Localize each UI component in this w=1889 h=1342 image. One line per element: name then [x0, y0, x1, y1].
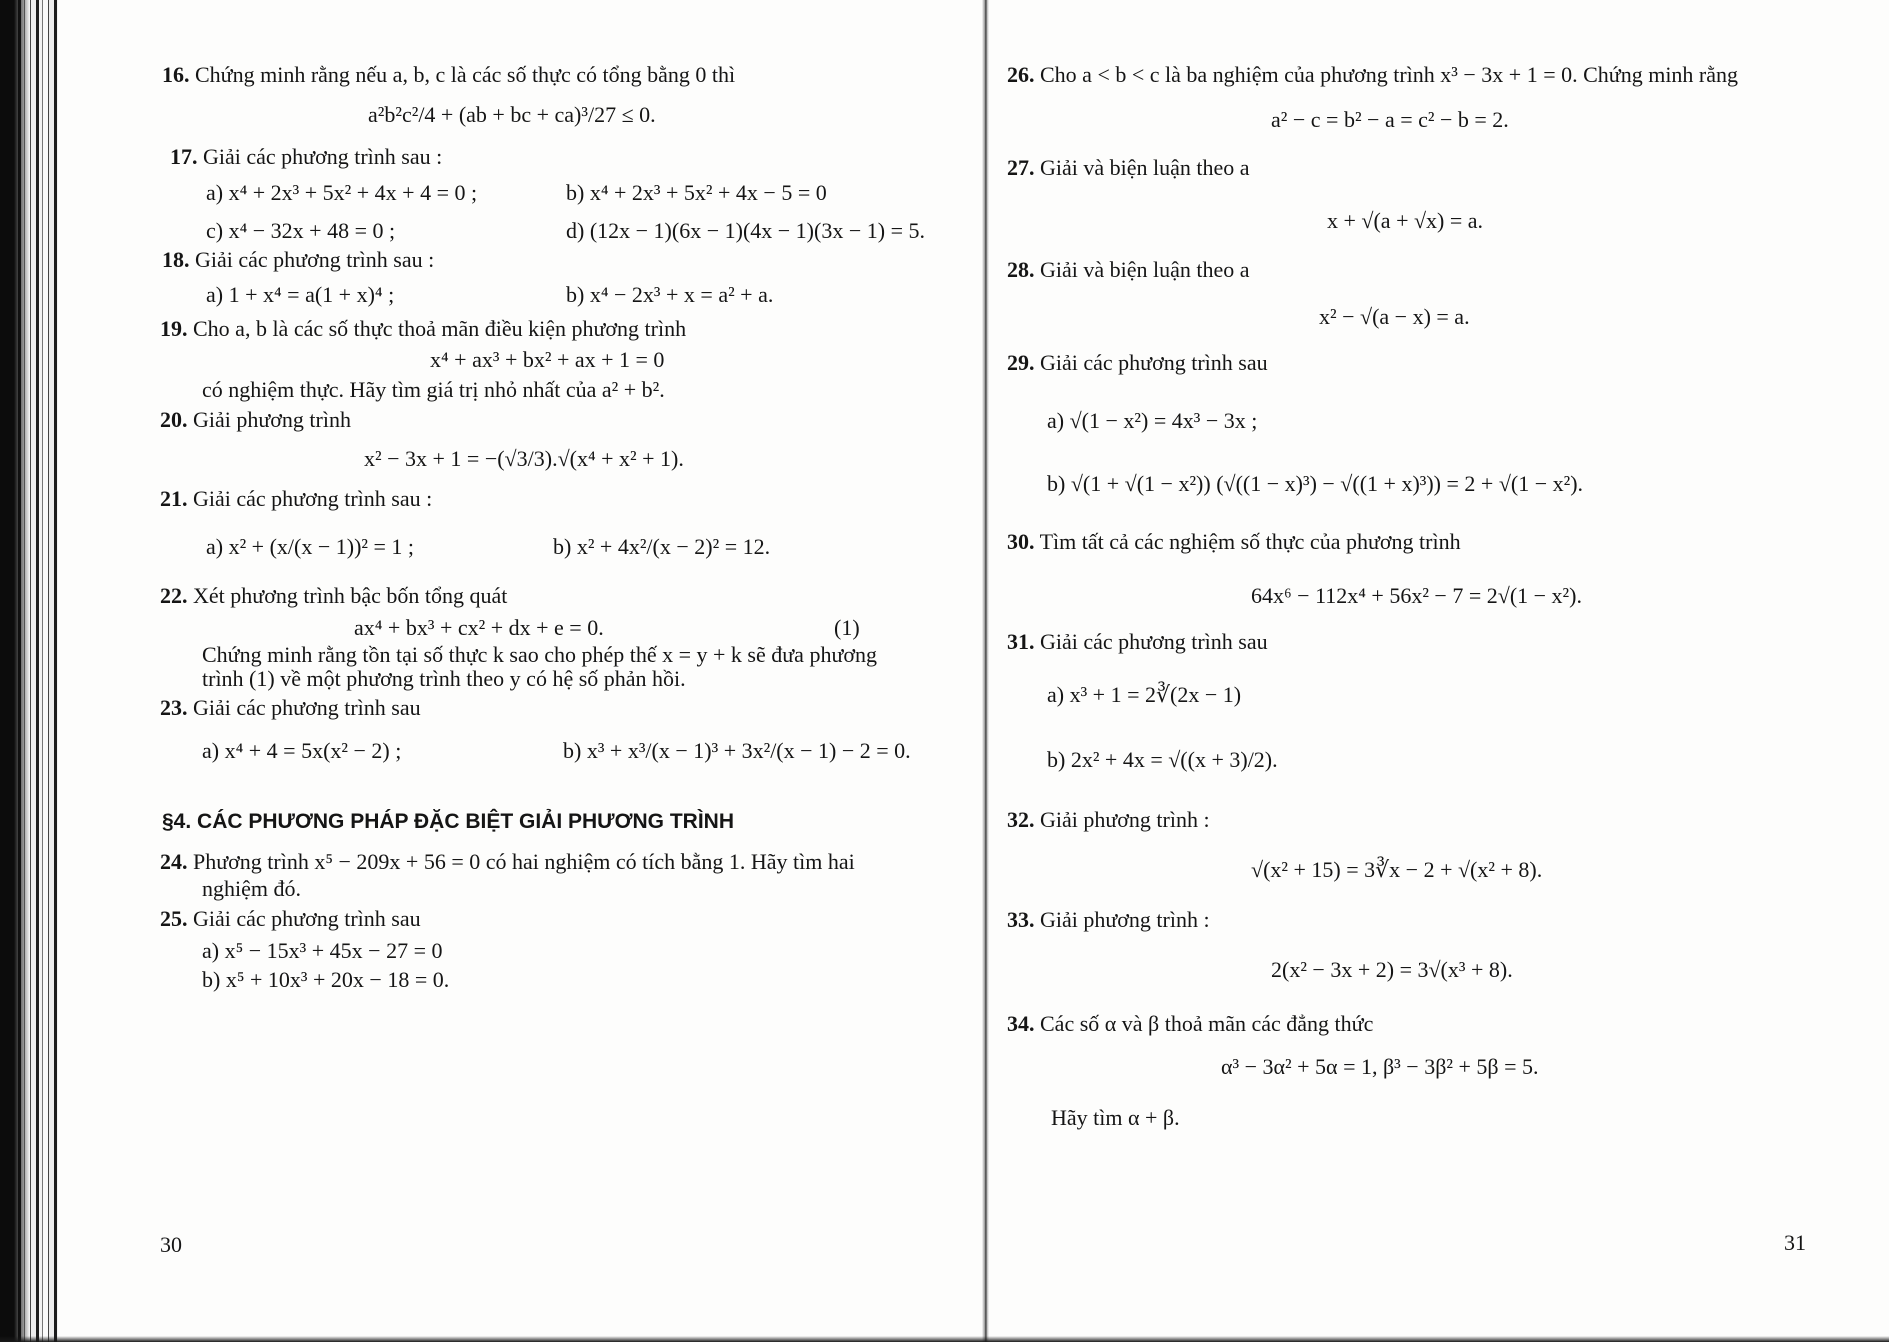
problem-30-statement: 30. Tìm tất cả các nghiệm số thực của phương trình [1007, 529, 1461, 554]
problem-23-statement: 23. Giải các phương trình sau [160, 695, 421, 720]
problem-29b: b) √(1 + √(1 − x²)) (√((1 − x)³) − √((1 + x)³)) = 2 + √(1 − x²). [1047, 471, 1584, 496]
problem-28-equation: x² − √(a − x) = a. [1319, 304, 1470, 329]
problem-34-question: Hãy tìm α + β. [1051, 1105, 1180, 1130]
problem-17a: a) x⁴ + 2x³ + 5x² + 4x + 4 = 0 ; [206, 180, 478, 205]
problem-18b: b) x⁴ − 2x³ + x = a² + a. [566, 282, 774, 307]
problem-32-equation: √(x² + 15) = 3∛x − 2 + √(x² + 8). [1251, 857, 1543, 882]
problem-17-statement: 17. Giải các phương trình sau : [170, 144, 443, 169]
problem-27-equation: x + √(a + √x) = a. [1327, 208, 1484, 233]
problem-33-statement: 33. Giải phương trình : [1007, 907, 1210, 932]
problem-23a: a) x⁴ + 4 = 5x(x² − 2) ; [202, 738, 402, 763]
problem-20-equation: x² − 3x + 1 = −(√3/3).√(x⁴ + x² + 1). [364, 446, 684, 471]
problem-17b: b) x⁴ + 2x³ + 5x² + 4x − 5 = 0 [566, 180, 827, 205]
problem-29-statement: 29. Giải các phương trình sau [1007, 350, 1268, 375]
problem-16-inequality: a²b²c²/4 + (ab + bc + ca)³/27 ≤ 0. [368, 102, 656, 127]
problem-33-equation: 2(x² − 3x + 2) = 3√(x³ + 8). [1271, 957, 1513, 982]
problem-31-statement: 31. Giải các phương trình sau [1007, 629, 1268, 654]
right-page [989, 0, 1889, 1342]
section-heading: §4. CÁC PHƯƠNG PHÁP ĐẶC BIỆT GIẢI PHƯƠNG TRÌNH [162, 810, 735, 833]
page-number-right: 31 [1784, 1230, 1806, 1255]
problem-29a: a) √(1 − x²) = 4x³ − 3x ; [1047, 408, 1258, 433]
problem-21b: b) x² + 4x²/(x − 2)² = 12. [553, 534, 771, 559]
problem-25a: a) x⁵ − 15x³ + 45x − 27 = 0 [202, 938, 443, 963]
equation-label-1: (1) [834, 615, 860, 640]
problem-16-statement: 16. Chứng minh rằng nếu a, b, c là các số thực có tổng bằng 0 thì [162, 62, 736, 87]
problem-17d: d) (12x − 1)(6x − 1)(4x − 1)(3x − 1) = 5. [566, 218, 925, 243]
problem-21-statement: 21. Giải các phương trình sau : [160, 486, 433, 511]
problem-26-statement: 26. Cho a < b < c là ba nghiệm của phương trình x³ − 3x + 1 = 0. Chứng minh rằng [1007, 62, 1739, 87]
problem-34-equations: α³ − 3α² + 5α = 1, β³ − 3β² + 5β = 5. [1221, 1054, 1539, 1079]
problem-22-equation: ax⁴ + bx³ + cx² + dx + e = 0. [354, 615, 604, 640]
page-gutter [982, 0, 989, 1342]
problem-17c: c) x⁴ − 32x + 48 = 0 ; [206, 218, 396, 243]
problem-34-statement: 34. Các số α và β thoả mãn các đẳng thức [1007, 1011, 1374, 1036]
page-number-left: 30 [160, 1232, 182, 1257]
book-binding-edge [0, 0, 58, 1342]
problem-19-question: có nghiệm thực. Hãy tìm giá trị nhỏ nhất của a² + b². [202, 377, 665, 402]
problem-22-body-line-1: Chứng minh rằng tồn tại số thực k sao cho phép thế x = y + k sẽ đưa phương [202, 642, 877, 667]
problem-32-statement: 32. Giải phương trình : [1007, 807, 1210, 832]
problem-25b: b) x⁵ + 10x³ + 20x − 18 = 0. [202, 967, 450, 992]
problem-18a: a) 1 + x⁴ = a(1 + x)⁴ ; [206, 282, 395, 307]
problem-24-statement: 24. Phương trình x⁵ − 209x + 56 = 0 có hai nghiệm có tích bằng 1. Hãy tìm hai [160, 849, 855, 874]
problem-22-statement: 22. Xét phương trình bậc bốn tổng quát [160, 583, 508, 608]
problem-27-statement: 27. Giải và biện luận theo a [1007, 155, 1250, 180]
problem-31a: a) x³ + 1 = 2∛(2x − 1) [1047, 682, 1242, 707]
problem-18-statement: 18. Giải các phương trình sau : [162, 247, 435, 272]
problem-21a: a) x² + (x/(x − 1))² = 1 ; [206, 534, 415, 559]
problem-23b: b) x³ + x³/(x − 1)³ + 3x²/(x − 1) − 2 = 0. [563, 738, 911, 763]
problem-19-statement: 19. Cho a, b là các số thực thoả mãn điều kiện phương trình [160, 316, 687, 341]
problem-31b: b) 2x² + 4x = √((x + 3)/2). [1047, 747, 1278, 772]
problem-20-statement: 20. Giải phương trình [160, 407, 351, 432]
problem-22-body-line-2: trình (1) về một phương trình theo y có hệ số phản hồi. [202, 666, 686, 691]
problem-30-equation: 64x⁶ − 112x⁴ + 56x² − 7 = 2√(1 − x²). [1251, 583, 1582, 608]
problem-19-equation: x⁴ + ax³ + bx² + ax + 1 = 0 [430, 347, 665, 372]
problem-26-equation: a² − c = b² − a = c² − b = 2. [1271, 107, 1509, 132]
problem-25-statement: 25. Giải các phương trình sau [160, 906, 421, 931]
problem-24-continuation: nghiệm đó. [202, 876, 301, 901]
left-page [58, 0, 982, 1342]
problem-28-statement: 28. Giải và biện luận theo a [1007, 257, 1250, 282]
